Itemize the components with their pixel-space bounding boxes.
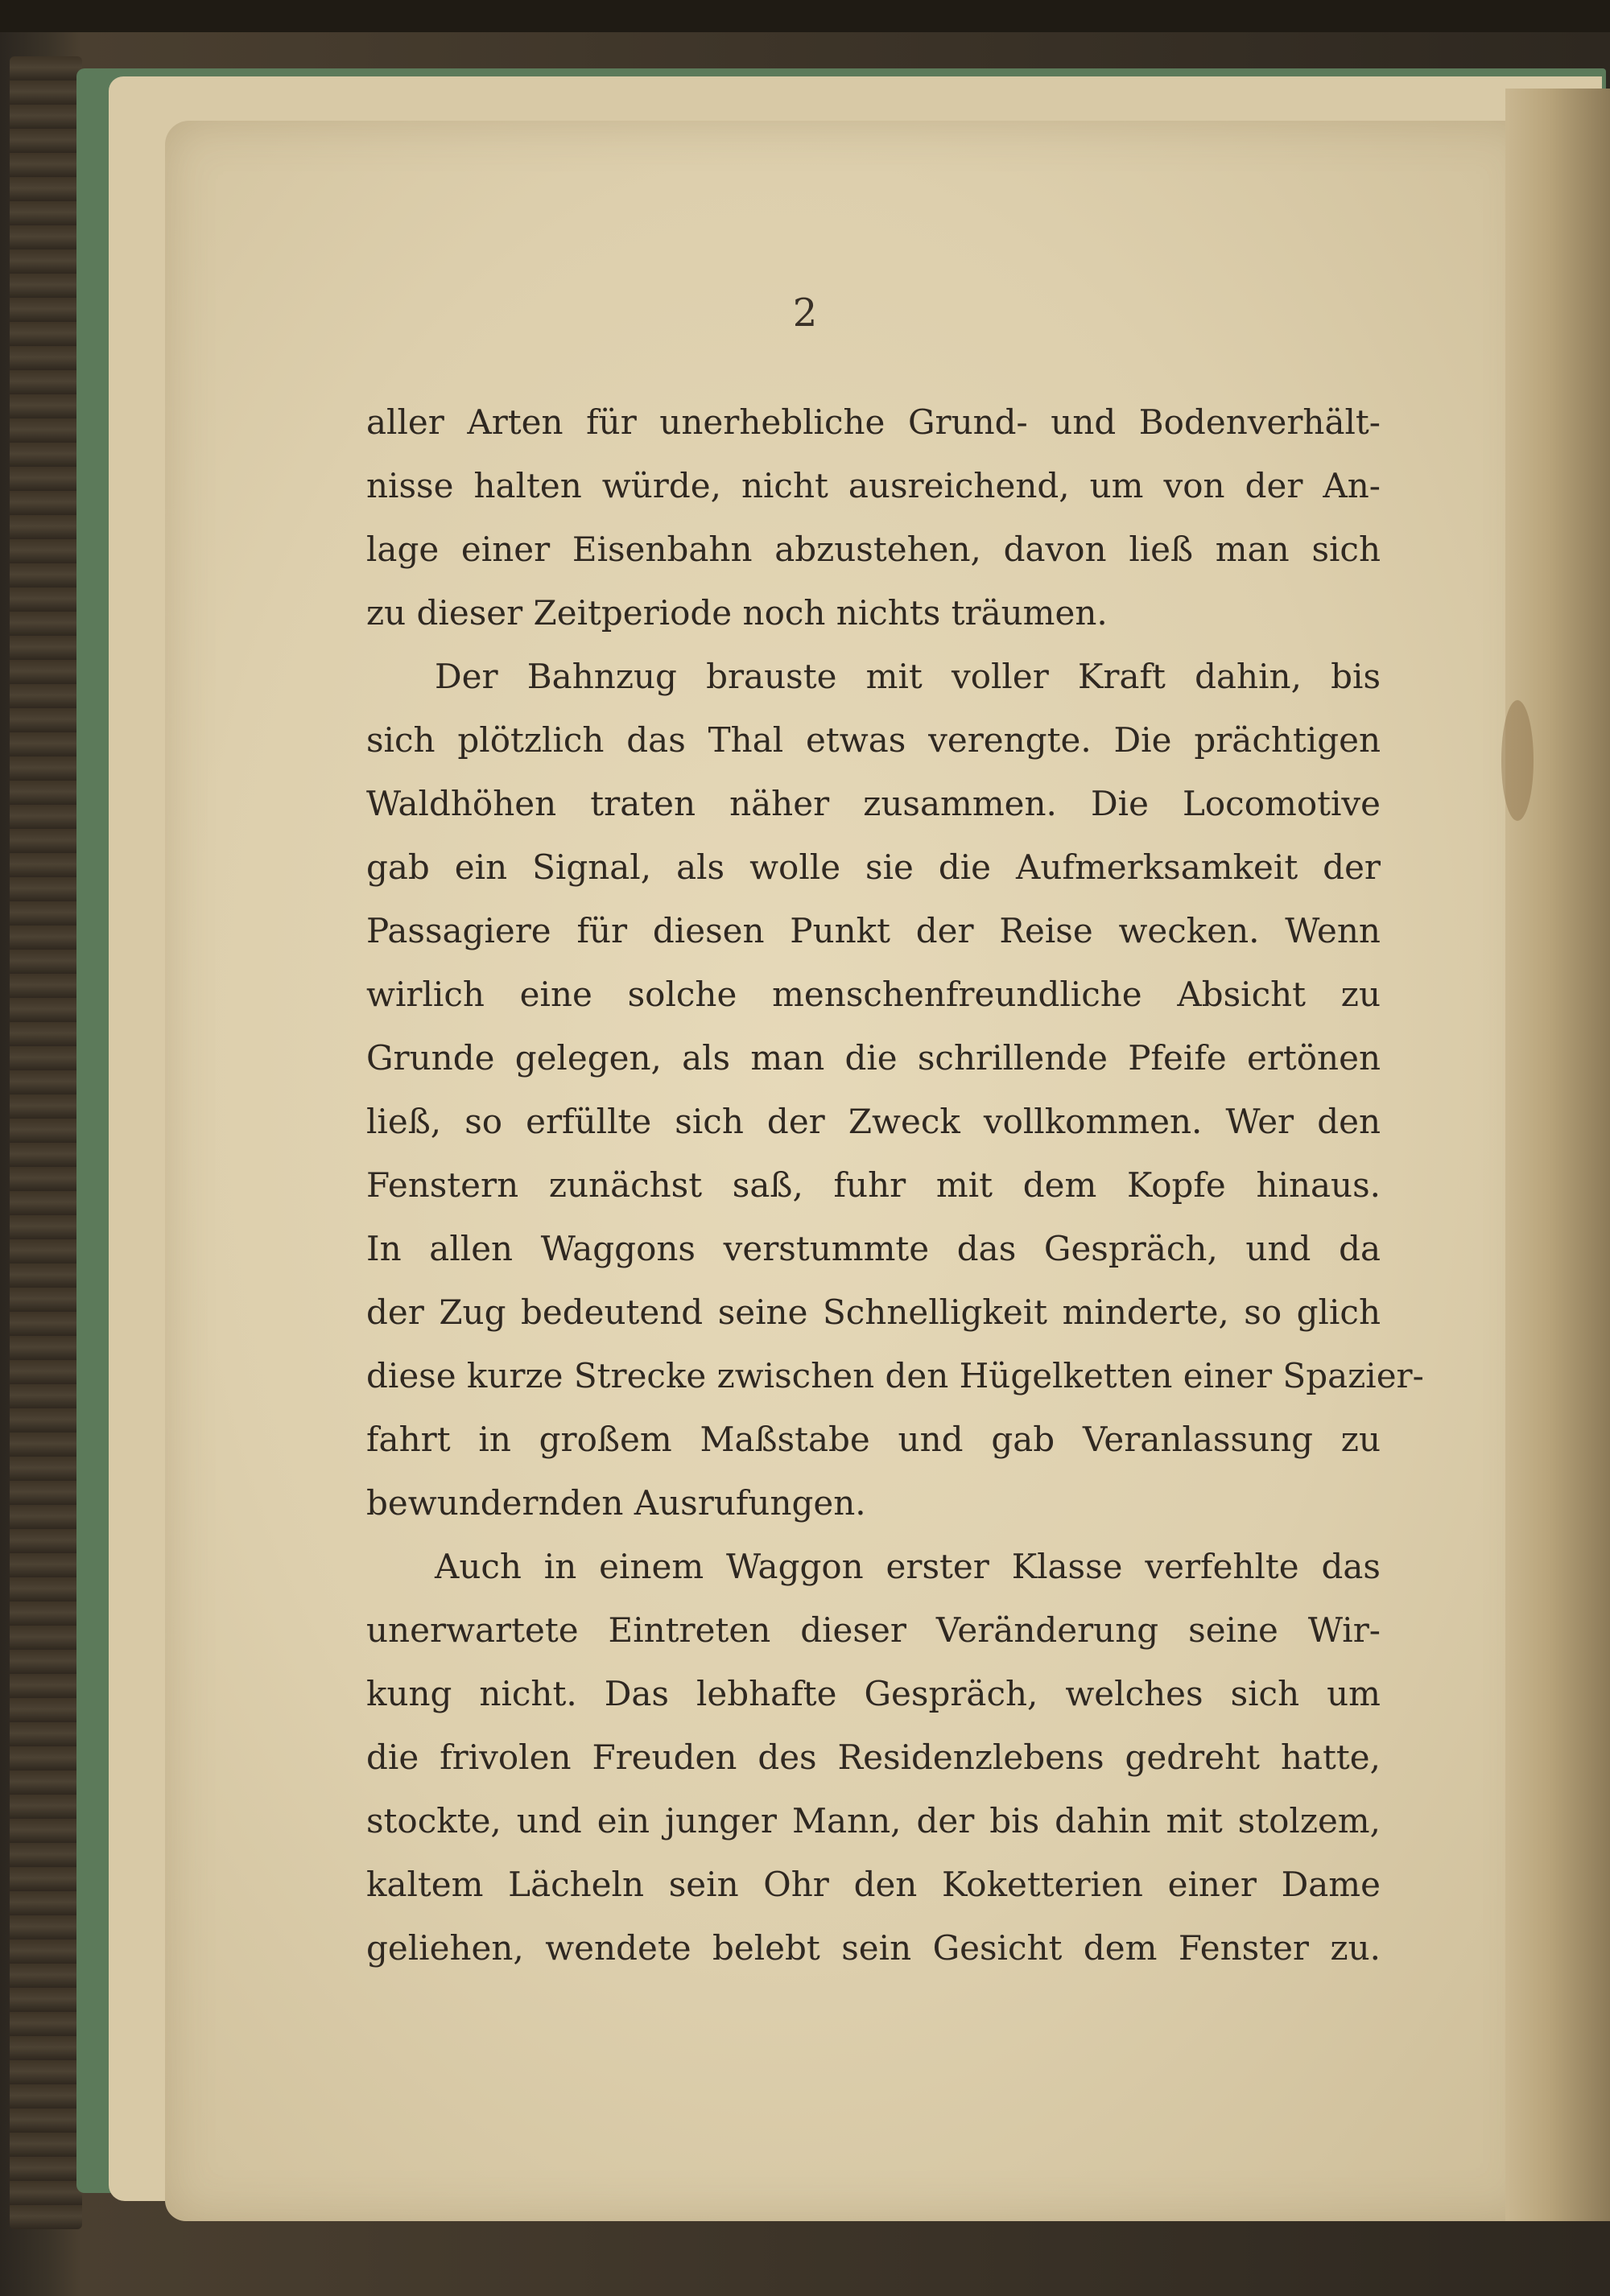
text-line: Passagiere für diesen Punkt der Reise wecken. Wenn [366,911,1381,950]
text-line: geliehen, wendete belebt sein Gesicht dem Fenster zu. [366,1928,1381,1968]
text-line: lage einer Eisenbahn abzustehen, davon ließ man sich [366,530,1381,569]
text-line: nisse halten würde, nicht ausreichend, um von der An- [366,466,1381,505]
text-line: kung nicht. Das lebhafte Gespräch, welches sich um [366,1674,1381,1713]
text-line: der Zug bedeutend seine Schnelligkeit minderte, so glich [366,1292,1381,1332]
text-line: wirlich eine solche menschenfreundliche Absicht zu [366,975,1381,1014]
text-line: fahrt in großem Maßstabe und gab Veranlassung zu [366,1420,1381,1459]
text-line: ließ, so erfüllte sich der Zweck vollkommen. Wer den [366,1102,1381,1141]
text-line: Grunde gelegen, als man die schrillende Pfeife ertönen [366,1038,1381,1078]
text-line: Auch in einem Waggon erster Klasse verfehlte das [435,1547,1381,1586]
text-line: kaltem Lächeln sein Ohr den Koketterien einer Dame [366,1865,1381,1904]
text-line: Waldhöhen traten näher zusammen. Die Locomotive [366,784,1381,823]
text-line: diese kurze Strecke zwischen den Hügelketten einer Spazier- [366,1356,1424,1395]
text-line: gab ein Signal, als wolle sie die Aufmerksamkeit der [366,847,1381,887]
text-line: stockte, und ein junger Mann, der bis dahin mit stolzem, [366,1801,1381,1841]
text-line: zu dieser Zeitperiode noch nichts träumen. [366,593,1108,633]
text-line: Der Bahnzug brauste mit voller Kraft dahin, bis [435,657,1381,696]
cover-edge [10,56,82,2229]
text-line: die frivolen Freuden des Residenzlebens gedreht hatte, [366,1737,1381,1777]
text-line: bewundernden Ausrufungen. [366,1483,866,1523]
page-gutter [1505,89,1610,2221]
text-line: aller Arten für unerhebliche Grund- und Bodenverhält- [366,402,1381,442]
page-stain [1501,700,1534,821]
text-line: unerwartete Eintreten dieser Veränderung seine Wir- [366,1610,1381,1650]
text-line: In allen Waggons verstummte das Gespräch, und da [366,1229,1381,1268]
page-number: 2 [792,291,818,336]
text-line: sich plötzlich das Thal etwas verengte. Die prächtigen [366,720,1381,760]
text-line: Fenstern zunächst saß, fuhr mit dem Kopfe hinaus. [366,1165,1381,1205]
body-text [366,390,1424,1980]
